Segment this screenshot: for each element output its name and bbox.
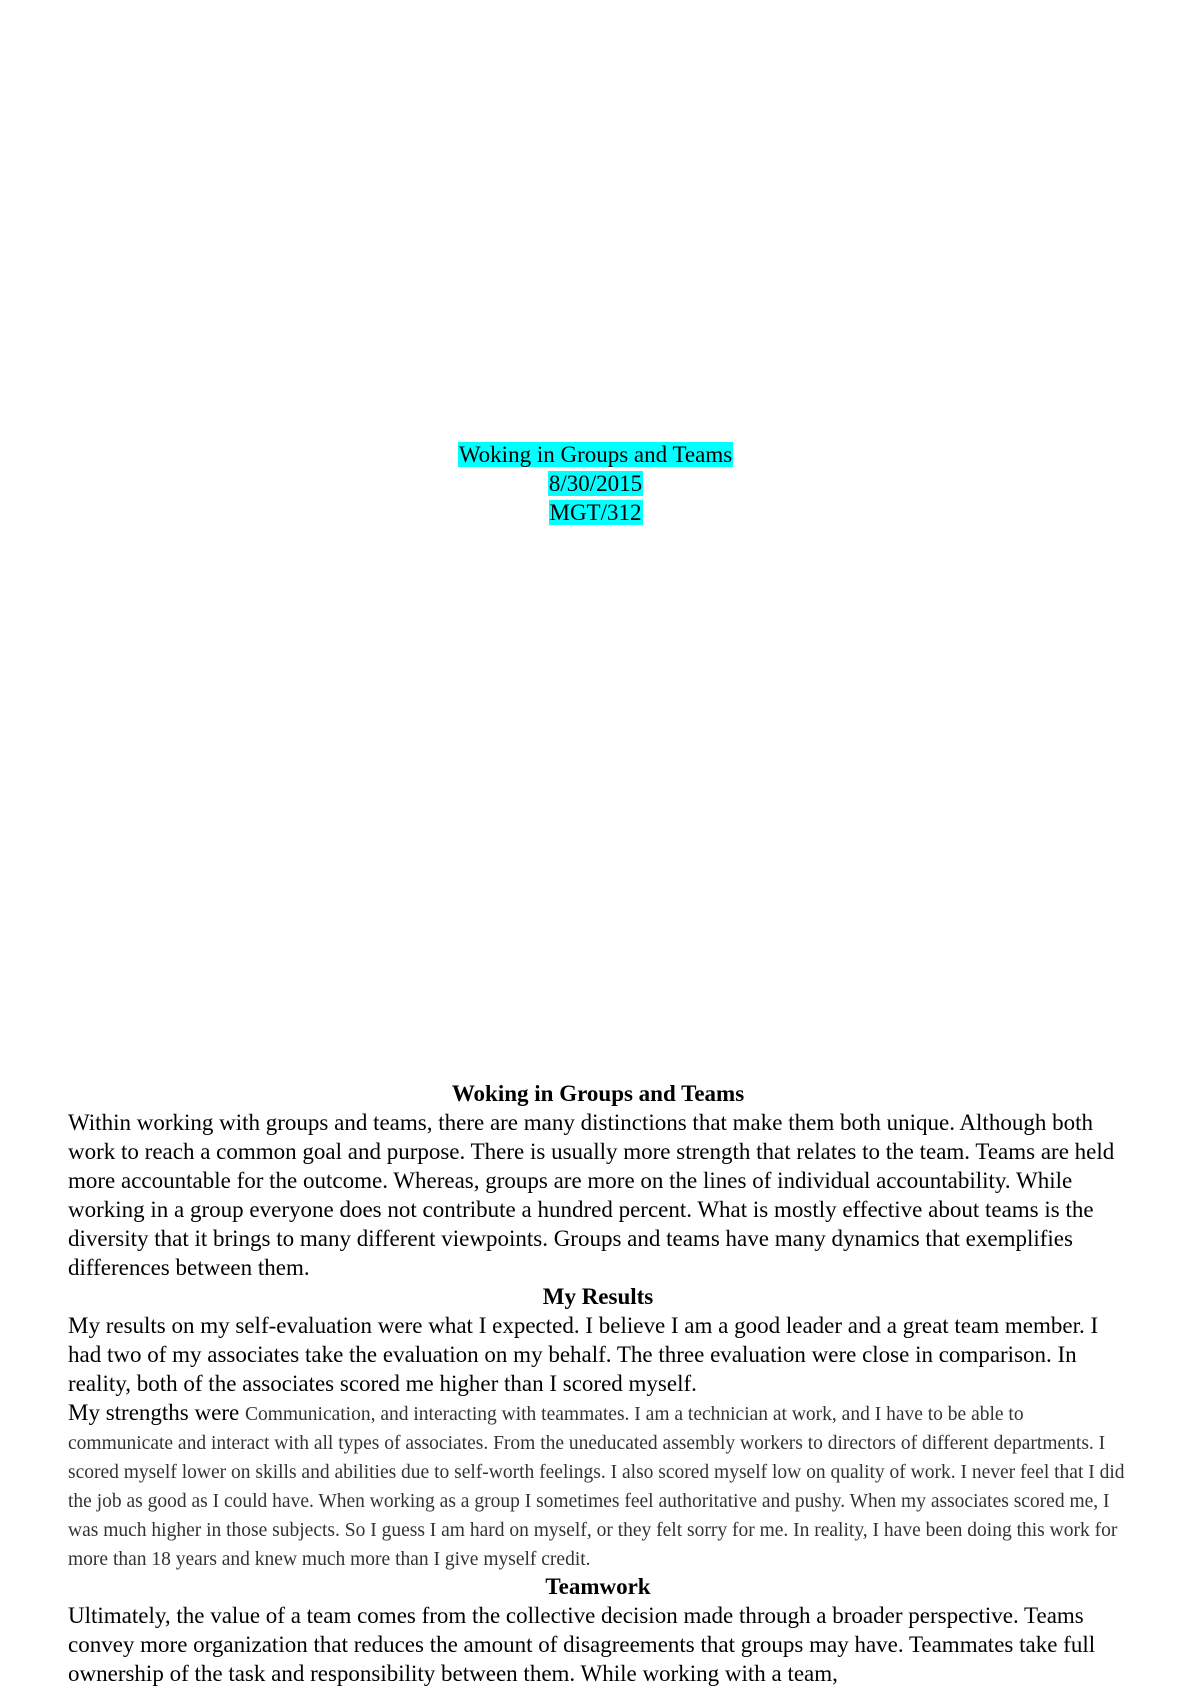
strengths-paragraph bbox=[68, 1398, 1128, 1572]
cover-title-line bbox=[0, 440, 1191, 469]
results-paragraph: My results on my self-evaluation were what I expected. I believe I am a good leader and a great team member. I had two of my associates take the evaluation on my behalf. The three evaluation were close in comparison. In reality, both of the associates scored me higher than I scored myself. bbox=[68, 1313, 1099, 1396]
results-heading: My Results bbox=[542, 1284, 654, 1309]
strengths-text: Communication, and interacting with teammates. I am a technician at work, and I have to be able to communicate and interact with all types of associates. From the uneducated assembly workers to directors of different departments. I scored myself lower on skills and abilities due to self-worth feelings. I also scored myself low on quality of work. I never feel that I did the job as good as I could have. When working as a group I sometimes feel authoritative and pushy. When my associates scored me, I was much higher in those subjects. So I guess I am hard on myself, or they felt sorry for me. In reality, I have been doing this work for more than 18 years and knew much more than I give myself credit. bbox=[68, 1404, 1125, 1570]
teamwork-paragraph: Ultimately, the value of a team comes from the collective decision made through a broader perspective. Teams convey more organization that reduces the amount of disagreements that groups may have. Teammates take full ownership of the task and responsibility between them. While working with a team, bbox=[68, 1603, 1096, 1686]
teamwork-heading: Teamwork bbox=[545, 1574, 651, 1599]
cover-title: Woking in Groups and Teams bbox=[458, 442, 733, 467]
document-body bbox=[68, 1079, 1128, 1688]
title-page bbox=[0, 440, 1191, 527]
main-heading: Woking in Groups and Teams bbox=[451, 1081, 745, 1106]
cover-date-line bbox=[0, 469, 1191, 498]
strengths-lead: My strengths were bbox=[68, 1400, 240, 1425]
cover-course-line bbox=[0, 498, 1191, 527]
cover-course: MGT/312 bbox=[549, 500, 642, 525]
cover-date: 8/30/2015 bbox=[548, 471, 643, 496]
intro-paragraph: Within working with groups and teams, there are many distinctions that make them both unique. Although both work to reach a common goal and purpose. There is usually more strength that relates to the team. Teams are held more accountable for the outcome. Whereas, groups are more on the lines of individual accountability. While working in a group everyone does not contribute a hundred percent. What is mostly effective about teams is the diversity that it brings to many different viewpoints. Groups and teams have many dynamics that exemplifies differences between them. bbox=[68, 1110, 1115, 1280]
